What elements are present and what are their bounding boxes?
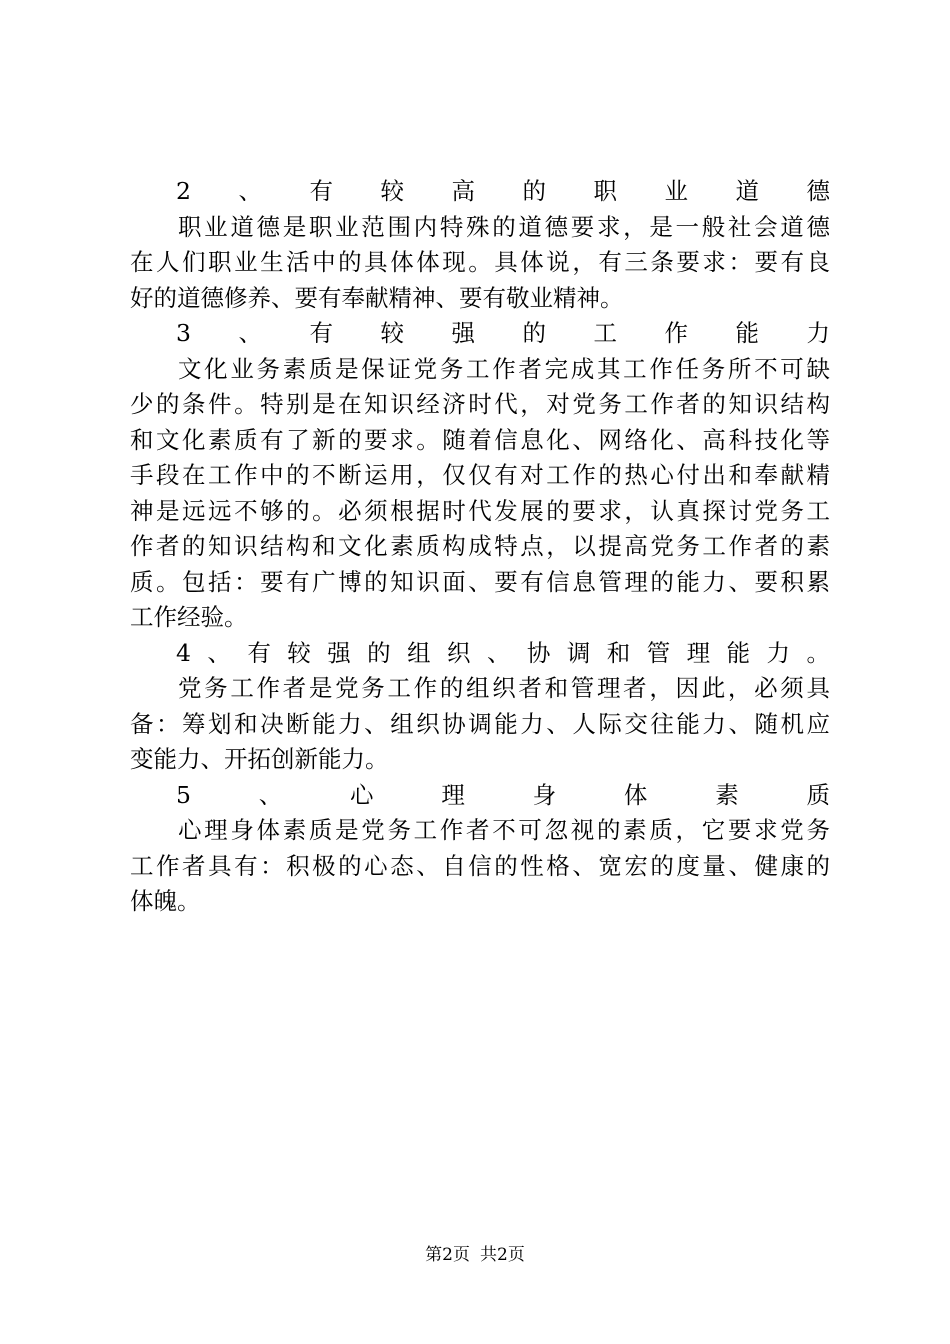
paragraph-line: 党务工作者是党务工作的组织者和管理者，因此，必须具 — [178, 674, 830, 702]
paragraph-line: 变能力、开拓创新能力。 — [130, 745, 389, 773]
section-heading-4: 4、有较强的组织、协调和管理能力。 — [176, 638, 830, 667]
paragraph-line: 体魄。 — [130, 887, 201, 915]
document-body — [130, 174, 830, 920]
section-heading-5: 5、心理身体素质 — [176, 780, 830, 809]
paragraph-line: 在人们职业生活中的具体体现。具体说，有三条要求：要有良 — [130, 248, 830, 276]
paragraph-line: 工作经验。 — [130, 603, 248, 631]
page-footer — [0, 1244, 950, 1266]
paragraph-line: 备：筹划和决断能力、组织协调能力、人际交往能力、随机应 — [130, 709, 830, 738]
paragraph-line: 质。包括：要有广博的知识面、要有信息管理的能力、要积累 — [130, 567, 830, 596]
paragraph-line: 职业道德是职业范围内特殊的道德要求，是一般社会道德 — [178, 212, 830, 241]
page-total: 共2页 — [480, 1245, 525, 1265]
paragraph-line: 少的条件。特别是在知识经济时代，对党务工作者的知识结构 — [130, 390, 830, 418]
section-heading-2: 2、有较高的职业道德 — [176, 177, 830, 205]
page-number: 第2页 — [425, 1245, 470, 1265]
paragraph-line: 文化业务素质是保证党务工作者完成其工作任务所不可缺 — [178, 354, 830, 383]
paragraph-line: 手段在工作中的不断运用，仅仅有对工作的热心付出和奉献精 — [130, 461, 830, 489]
paragraph-line: 工作者具有：积极的心态、自信的性格、宽宏的度量、健康的 — [130, 851, 830, 880]
paragraph-line: 和文化素质有了新的要求。随着信息化、网络化、高科技化等 — [130, 425, 830, 454]
paragraph-line: 好的道德修养、要有奉献精神、要有敬业精神。 — [130, 283, 624, 312]
paragraph-line: 心理身体素质是党务工作者不可忽视的素质，它要求党务 — [178, 816, 830, 844]
section-heading-3: 3、有较强的工作能力 — [176, 319, 830, 347]
paragraph-line: 作者的知识结构和文化素质构成特点，以提高党务工作者的素 — [130, 532, 830, 560]
paragraph-line: 神是远远不够的。必须根据时代发展的要求，认真探讨党务工 — [130, 496, 830, 525]
